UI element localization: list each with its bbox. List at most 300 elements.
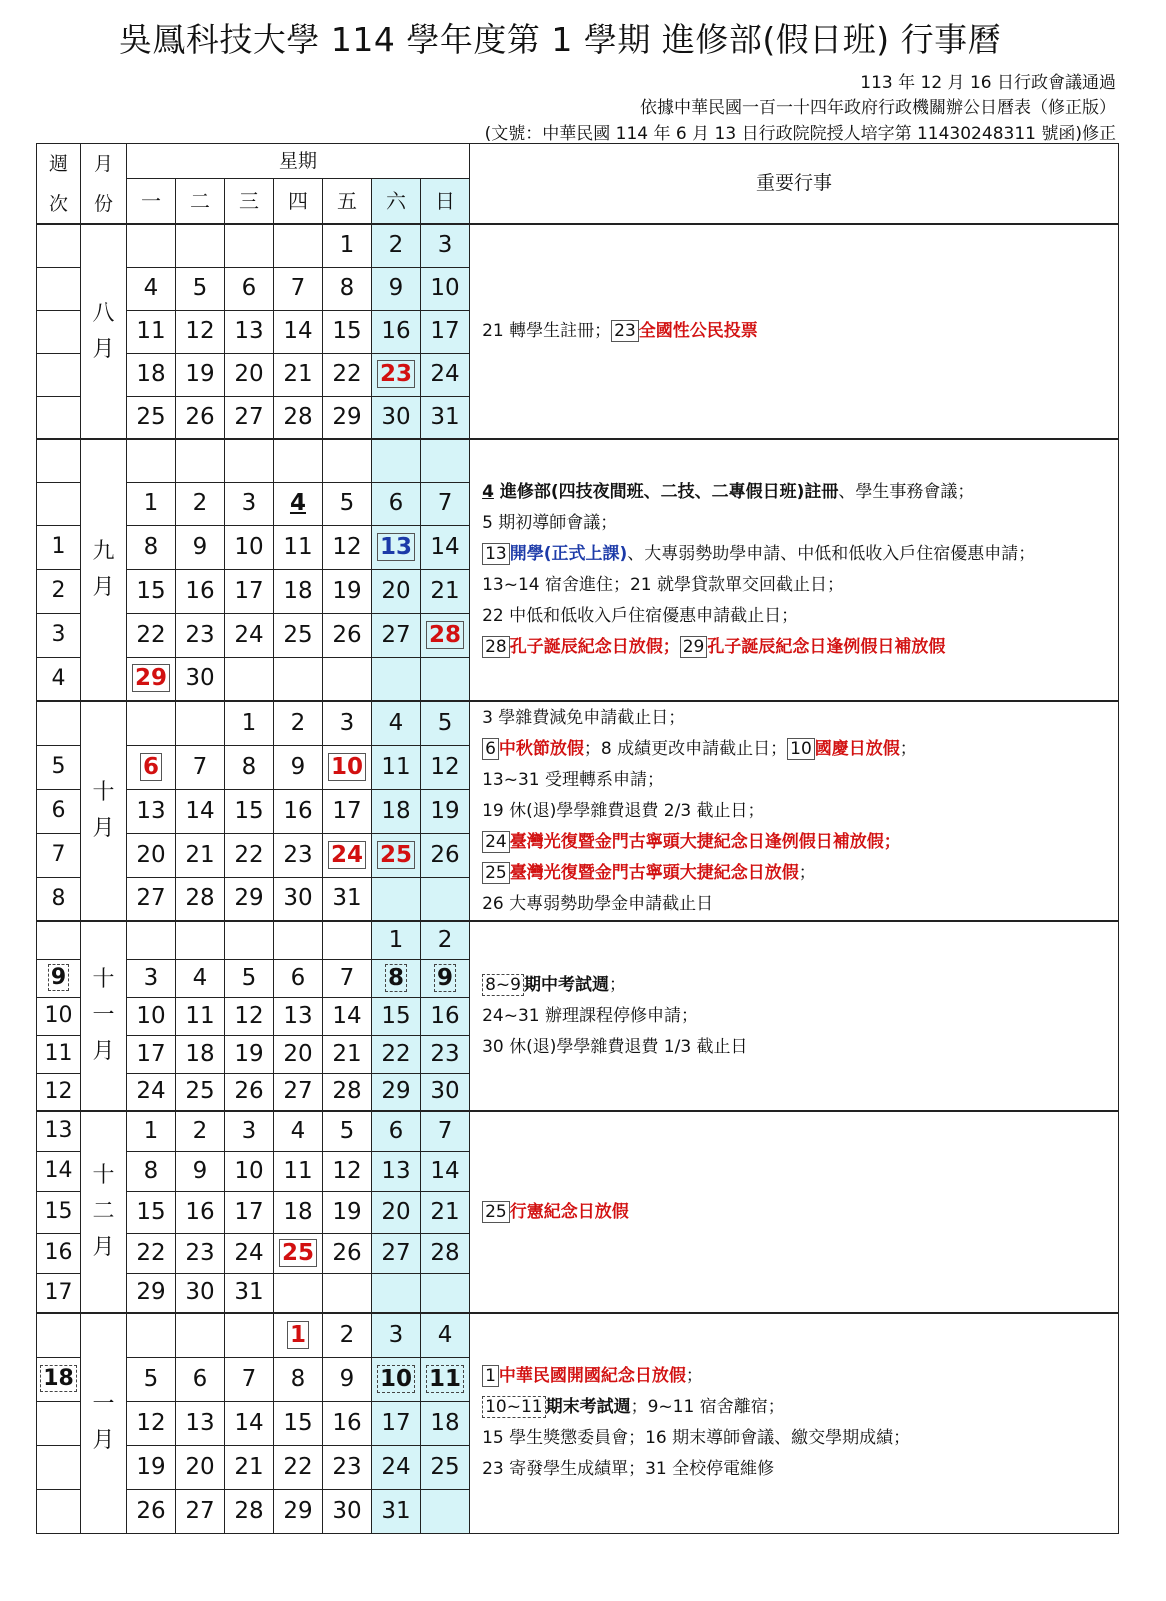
event-text: 期末考試週 [545, 1397, 631, 1418]
day-number: 11 [136, 318, 166, 344]
day-number: 29 [283, 1497, 313, 1524]
week-number [37, 482, 81, 525]
day-number: 17 [136, 1040, 166, 1067]
day-number: 29 [381, 1078, 411, 1105]
day-cell [225, 1035, 274, 1073]
day-cell [323, 657, 372, 701]
week-number [37, 1233, 81, 1273]
week-number [37, 1111, 81, 1151]
event-line [482, 477, 1118, 508]
day-number: 13 [136, 797, 166, 824]
day-cell [176, 1111, 225, 1151]
day-number: 20 [381, 1198, 411, 1225]
day-cell [225, 613, 274, 657]
weekday-header: 一 [127, 179, 176, 225]
day-cell [274, 1489, 323, 1533]
day-cell [372, 1273, 421, 1313]
day-number: 17 [332, 797, 362, 824]
day-cell [225, 745, 274, 789]
day-cell [127, 267, 176, 310]
day-number: 5 [143, 1365, 159, 1392]
week-column-header [37, 144, 81, 225]
day-number: 10 [430, 275, 460, 301]
day-cell [372, 1357, 421, 1401]
day-cell [274, 482, 323, 525]
event-text: ； [798, 862, 816, 883]
day-cell [421, 1151, 470, 1191]
calendar-body [37, 144, 1119, 1534]
day-number: 23 [377, 360, 415, 388]
week-number-value: 9 [48, 964, 69, 991]
week-number-value: 13 [44, 1118, 73, 1144]
day-cell [421, 657, 470, 701]
day-number: 15 [136, 577, 166, 604]
day-cell [323, 921, 372, 959]
day-number: 6 [192, 1365, 208, 1392]
week-number [37, 1151, 81, 1191]
week-number-value: 6 [51, 798, 66, 823]
event-text: 期中考試週 [523, 974, 609, 995]
event-text: 孔子誕辰紀念日放假； [509, 637, 680, 657]
day-number: 2 [192, 1117, 208, 1144]
day-cell [372, 525, 421, 569]
day-number: 7 [437, 490, 453, 516]
week-row [37, 701, 1119, 745]
day-cell [176, 1151, 225, 1191]
day-cell [421, 1233, 470, 1273]
week-number [37, 1401, 81, 1445]
day-cell [421, 1313, 470, 1357]
day-cell [225, 1357, 274, 1401]
month-header-char: 月 [93, 152, 113, 175]
day-cell [176, 1357, 225, 1401]
day-cell [176, 1233, 225, 1273]
day-number: 19 [332, 577, 362, 604]
day-number: 29 [132, 664, 170, 692]
day-cell [225, 310, 274, 353]
day-number: 27 [283, 1078, 313, 1105]
day-number: 25 [136, 403, 166, 430]
week-number [37, 833, 81, 877]
day-cell [274, 439, 323, 482]
events-cell [470, 1111, 1119, 1313]
day-cell [127, 1191, 176, 1233]
day-cell [421, 1489, 470, 1533]
day-cell [127, 439, 176, 482]
event-text: 19 休(退)學學雜費退費 2/3 截止日； [482, 800, 765, 821]
day-cell [225, 657, 274, 701]
event-line [482, 601, 1118, 632]
day-number: 5 [192, 275, 208, 301]
day-number: 11 [185, 1002, 215, 1029]
day-cell [225, 1445, 274, 1489]
event-text: 25 [482, 862, 510, 884]
event-text: ； [899, 738, 917, 759]
day-number: 12 [430, 753, 460, 780]
day-cell [225, 921, 274, 959]
day-cell [421, 1445, 470, 1489]
week-number [37, 569, 81, 613]
day-number: 24 [136, 1078, 166, 1105]
day-cell [372, 997, 421, 1035]
day-number: 23 [430, 1040, 460, 1067]
day-cell [323, 1445, 372, 1489]
basis-note: 依據中華民國一百一十四年政府行政機關辦公日曆表（修正版） [640, 98, 1116, 118]
day-cell [372, 745, 421, 789]
day-cell [372, 657, 421, 701]
day-cell [421, 482, 470, 525]
day-number: 3 [437, 232, 453, 259]
week-number [37, 353, 81, 396]
day-number: 12 [332, 533, 362, 560]
day-number: 8 [290, 1365, 306, 1392]
day-number: 16 [185, 1198, 215, 1225]
day-cell [127, 613, 176, 657]
week-header-char: 次 [48, 192, 68, 215]
day-cell [274, 657, 323, 701]
day-cell [421, 1191, 470, 1233]
event-line [482, 539, 1118, 570]
day-cell [225, 1073, 274, 1111]
day-cell [274, 1151, 323, 1191]
week-number [37, 267, 81, 310]
day-cell [176, 439, 225, 482]
calendar-table [36, 143, 1119, 1534]
day-cell [127, 224, 176, 267]
day-cell [176, 1313, 225, 1357]
weekday-header: 五 [323, 179, 372, 225]
day-cell [323, 959, 372, 997]
day-number: 27 [185, 1497, 215, 1524]
day-number: 22 [234, 841, 264, 868]
day-cell [323, 833, 372, 877]
day-cell [225, 701, 274, 745]
day-cell [323, 353, 372, 396]
day-number: 29 [234, 885, 264, 912]
day-cell [127, 525, 176, 569]
day-number: 25 [279, 1239, 317, 1267]
day-cell [274, 1111, 323, 1151]
day-number: 17 [234, 577, 264, 604]
day-cell [176, 701, 225, 745]
day-cell [176, 1035, 225, 1073]
day-cell [274, 1233, 323, 1273]
day-number: 30 [283, 885, 313, 912]
day-number: 3 [241, 1117, 257, 1144]
day-cell [274, 1035, 323, 1073]
day-number: 9 [192, 533, 208, 560]
event-text: 臺灣光復暨金門古寧頭大捷紀念日放假 [509, 862, 799, 883]
day-number: 5 [339, 1117, 355, 1144]
day-number: 7 [437, 1117, 453, 1144]
day-cell [372, 1073, 421, 1111]
day-cell [323, 310, 372, 353]
event-text: 5 期初導師會議； [482, 513, 618, 533]
week-number [37, 657, 81, 701]
day-cell [421, 701, 470, 745]
month-name [81, 921, 127, 1111]
day-cell [225, 439, 274, 482]
week-row [37, 1111, 1119, 1151]
event-line [482, 1032, 1118, 1063]
event-line [482, 632, 1118, 663]
day-cell [421, 1273, 470, 1313]
week-number [37, 1445, 81, 1489]
day-cell [421, 745, 470, 789]
event-line [482, 703, 1118, 734]
month-name-char: 月 [92, 336, 115, 362]
day-cell [176, 657, 225, 701]
week-row [37, 921, 1119, 959]
event-text: 開學(正式上課) [509, 544, 628, 564]
day-number: 15 [332, 318, 362, 344]
day-cell [372, 267, 421, 310]
day-cell [225, 1151, 274, 1191]
day-number: 13 [381, 1157, 411, 1184]
day-number: 30 [381, 403, 411, 430]
event-text: 24~31 辦理課程停修申請； [482, 1005, 698, 1026]
event-text: 全國性公民投票 [638, 321, 758, 341]
day-cell [372, 877, 421, 921]
day-cell [274, 613, 323, 657]
day-number: 2 [339, 1321, 355, 1348]
day-number: 1 [339, 232, 355, 259]
day-number: 14 [283, 318, 313, 344]
day-cell [323, 396, 372, 439]
day-cell [323, 1191, 372, 1233]
day-cell [421, 267, 470, 310]
event-text: 國慶日放假 [814, 738, 900, 759]
day-number: 27 [136, 885, 166, 912]
day-number: 4 [143, 275, 159, 301]
week-number-value: 7 [51, 842, 66, 867]
event-text: 30 休(退)學學雜費退費 1/3 截止日 [482, 1036, 748, 1057]
day-cell [225, 997, 274, 1035]
day-number: 5 [241, 964, 257, 991]
day-cell [323, 1233, 372, 1273]
day-number: 4 [192, 964, 208, 991]
day-cell [127, 353, 176, 396]
day-cell [176, 525, 225, 569]
day-cell [176, 1401, 225, 1445]
event-text: 、學生事務會議； [838, 482, 975, 502]
day-cell [225, 482, 274, 525]
week-number-value: 2 [51, 578, 66, 603]
week-number [37, 1489, 81, 1533]
day-cell [421, 1035, 470, 1073]
day-cell [323, 997, 372, 1035]
day-number: 13 [283, 1002, 313, 1029]
day-number: 24 [430, 361, 460, 387]
day-number: 8 [339, 275, 355, 301]
day-number: 5 [339, 490, 355, 516]
day-number: 20 [136, 841, 166, 868]
day-number: 20 [234, 361, 264, 387]
day-number: 28 [234, 1497, 264, 1524]
day-number: 8 [143, 1157, 159, 1184]
day-cell [176, 833, 225, 877]
day-number: 31 [381, 1497, 411, 1524]
day-number: 10 [234, 533, 264, 560]
day-number: 10 [328, 753, 366, 781]
day-number: 14 [430, 1157, 460, 1184]
day-cell [372, 1401, 421, 1445]
day-cell [372, 1445, 421, 1489]
day-cell [323, 745, 372, 789]
day-number: 26 [185, 403, 215, 430]
day-cell [421, 959, 470, 997]
event-text: 8~9 [482, 974, 524, 996]
day-number: 26 [332, 621, 362, 648]
day-cell [127, 959, 176, 997]
day-cell [176, 569, 225, 613]
day-number: 9 [192, 1157, 208, 1184]
day-cell [421, 877, 470, 921]
week-number-value: 5 [51, 754, 66, 779]
day-number: 2 [290, 709, 306, 736]
week-number [37, 525, 81, 569]
week-number [37, 1273, 81, 1313]
event-text: 10~11 [482, 1396, 546, 1418]
day-cell [372, 353, 421, 396]
day-cell [176, 1273, 225, 1313]
week-header-char: 週 [48, 152, 68, 175]
week-number-value: 18 [40, 1365, 77, 1392]
day-cell [225, 833, 274, 877]
week-number [37, 310, 81, 353]
day-number: 2 [388, 232, 404, 259]
week-row [37, 439, 1119, 482]
day-number: 1 [241, 709, 257, 736]
day-cell [372, 1489, 421, 1533]
events-cell [470, 224, 1119, 439]
day-number: 16 [381, 318, 411, 344]
event-text: 進修部(四技夜間班、二技、二專假日班)註冊 [493, 482, 839, 502]
day-number: 12 [136, 1409, 166, 1436]
day-cell [127, 833, 176, 877]
day-number: 17 [234, 1198, 264, 1225]
day-cell [127, 1313, 176, 1357]
month-name-char: 月 [92, 1235, 115, 1260]
event-text: 26 大專弱勢助學金申請截止日 [482, 893, 714, 914]
day-number: 13 [377, 533, 415, 561]
week-number-value: 4 [51, 665, 66, 691]
day-number: 31 [430, 403, 460, 430]
day-number: 2 [437, 926, 453, 953]
day-number: 8 [385, 964, 407, 992]
event-text: 24 [482, 831, 510, 853]
day-number: 15 [136, 1198, 166, 1225]
month-name-char: 十 [92, 967, 115, 992]
day-number: 18 [136, 361, 166, 387]
day-cell [127, 657, 176, 701]
month-name-char: 九 [92, 539, 115, 564]
event-line [482, 1454, 1118, 1485]
day-cell [421, 396, 470, 439]
day-number: 16 [283, 797, 313, 824]
day-cell [323, 1151, 372, 1191]
day-cell [176, 310, 225, 353]
day-cell [274, 1401, 323, 1445]
day-number: 13 [185, 1409, 215, 1436]
day-cell [127, 569, 176, 613]
day-number: 28 [332, 1078, 362, 1105]
header-row [37, 144, 1119, 179]
weekday-header: 二 [176, 179, 225, 225]
day-number: 29 [136, 1279, 166, 1306]
day-cell [323, 1489, 372, 1533]
day-cell [225, 353, 274, 396]
day-cell [274, 789, 323, 833]
day-number: 18 [381, 797, 411, 824]
day-cell [372, 959, 421, 997]
event-text: 23 [611, 320, 639, 342]
day-number: 22 [332, 361, 362, 387]
day-number: 11 [381, 753, 411, 780]
day-cell [225, 1489, 274, 1533]
event-line [482, 827, 1118, 858]
events-cell [470, 1313, 1119, 1533]
day-cell [176, 267, 225, 310]
day-number: 26 [234, 1078, 264, 1105]
day-number: 22 [136, 621, 166, 648]
day-number: 30 [185, 665, 215, 692]
day-cell [127, 1357, 176, 1401]
day-cell [127, 921, 176, 959]
day-number: 13 [234, 318, 264, 344]
day-cell [421, 921, 470, 959]
event-line [482, 889, 1118, 920]
day-cell [225, 1111, 274, 1151]
event-line [482, 1423, 1118, 1454]
day-number: 30 [430, 1078, 460, 1105]
day-cell [421, 525, 470, 569]
event-text: 13~31 受理轉系申請； [482, 769, 664, 790]
day-cell [274, 1191, 323, 1233]
day-number: 9 [434, 964, 456, 992]
day-cell [323, 224, 372, 267]
day-number: 20 [381, 577, 411, 604]
event-text: 13~14 宿舍進住；21 就學貸款單交回截止日； [482, 575, 845, 595]
day-cell [225, 959, 274, 997]
day-cell [274, 1445, 323, 1489]
day-cell [323, 613, 372, 657]
day-cell [372, 1191, 421, 1233]
month-name-char: 十 [92, 1163, 115, 1188]
day-number: 11 [283, 1157, 313, 1184]
day-number: 11 [426, 1365, 464, 1393]
day-cell [176, 959, 225, 997]
approval-note: 113 年 12 月 16 日行政會議通過 [860, 73, 1116, 93]
event-text: 4 [482, 482, 494, 502]
day-cell [225, 789, 274, 833]
day-cell [127, 1035, 176, 1073]
day-number: 4 [289, 490, 306, 516]
weekday-header: 四 [274, 179, 323, 225]
day-number: 6 [140, 753, 162, 781]
week-number [37, 745, 81, 789]
day-number: 14 [234, 1409, 264, 1436]
day-cell [372, 833, 421, 877]
day-cell [127, 1151, 176, 1191]
day-cell [176, 224, 225, 267]
event-line [482, 765, 1118, 796]
month-name [81, 1313, 127, 1533]
event-line [482, 1392, 1118, 1423]
day-number: 15 [381, 1002, 411, 1029]
day-number: 18 [283, 1198, 313, 1225]
day-cell [274, 224, 323, 267]
